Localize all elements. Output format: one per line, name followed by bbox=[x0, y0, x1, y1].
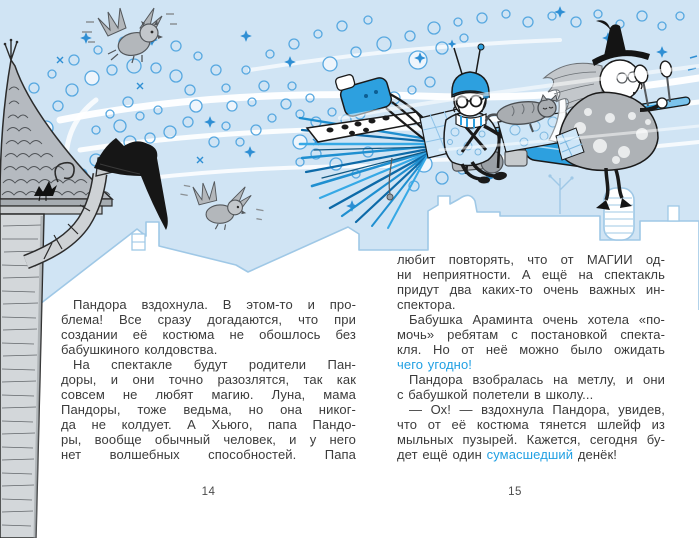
text-line: дет ещё один сумасшедший денёк! bbox=[397, 447, 617, 462]
text-line: На спектакле будут родители Пан- bbox=[73, 357, 356, 372]
text-line: нет волшебных способностей. Папа bbox=[61, 447, 356, 462]
text-line: с бабушкой полетели в школу... bbox=[397, 387, 594, 402]
text-line: Бабушка Араминта очень хотела «по- bbox=[409, 312, 665, 327]
text-line: ни неприятности. А ещё на спектакль bbox=[397, 267, 665, 282]
left-page-text-column bbox=[61, 297, 356, 462]
text-line: придут два каких-то очень важных ин- bbox=[397, 282, 665, 297]
right-page-number: 15 bbox=[508, 486, 522, 498]
left-page-number: 14 bbox=[201, 486, 216, 498]
text-line: мыльных пузырей. Кажется, сегодня бу- bbox=[397, 432, 665, 447]
text-line: что от её костюма тянется шлейф из bbox=[397, 417, 665, 432]
text-line: бабушкиного колдовства. bbox=[61, 342, 218, 357]
text-line: спектора. bbox=[397, 297, 456, 312]
text-line: создании её костюма не обошлось без bbox=[61, 327, 356, 342]
text-line: доры, и они точно разозлятся, так как bbox=[61, 372, 356, 387]
text-line: ры, вообще обычный человек, и у него bbox=[61, 432, 356, 447]
text-line: любит повторять, что от МАГИИ од- bbox=[397, 252, 665, 267]
text-line: — Ох! — вздохнула Пандора, увидев, bbox=[409, 402, 665, 417]
text-line: кля. Но от неё можно было ожидать bbox=[397, 342, 665, 357]
text-line: Пандора взобралась на метлу, и они bbox=[409, 372, 665, 387]
text-line: блема! Все сразу догадаются, что при bbox=[61, 312, 356, 327]
text-line: мочь» ребятам с постановкой спекта- bbox=[397, 327, 665, 342]
text-line: чего угодно! bbox=[397, 357, 473, 372]
text-line: Пандоры, тоже ведьма, но она никог- bbox=[61, 402, 356, 417]
text-line: Пандора вздохнула. В этом-то и про- bbox=[73, 297, 356, 312]
right-page-text-column bbox=[397, 252, 665, 462]
text-line: совсем не любят магию. Луна, мама bbox=[61, 387, 356, 402]
text-line: да не колдует. А Хьюго, папа Пандо- bbox=[61, 417, 356, 432]
